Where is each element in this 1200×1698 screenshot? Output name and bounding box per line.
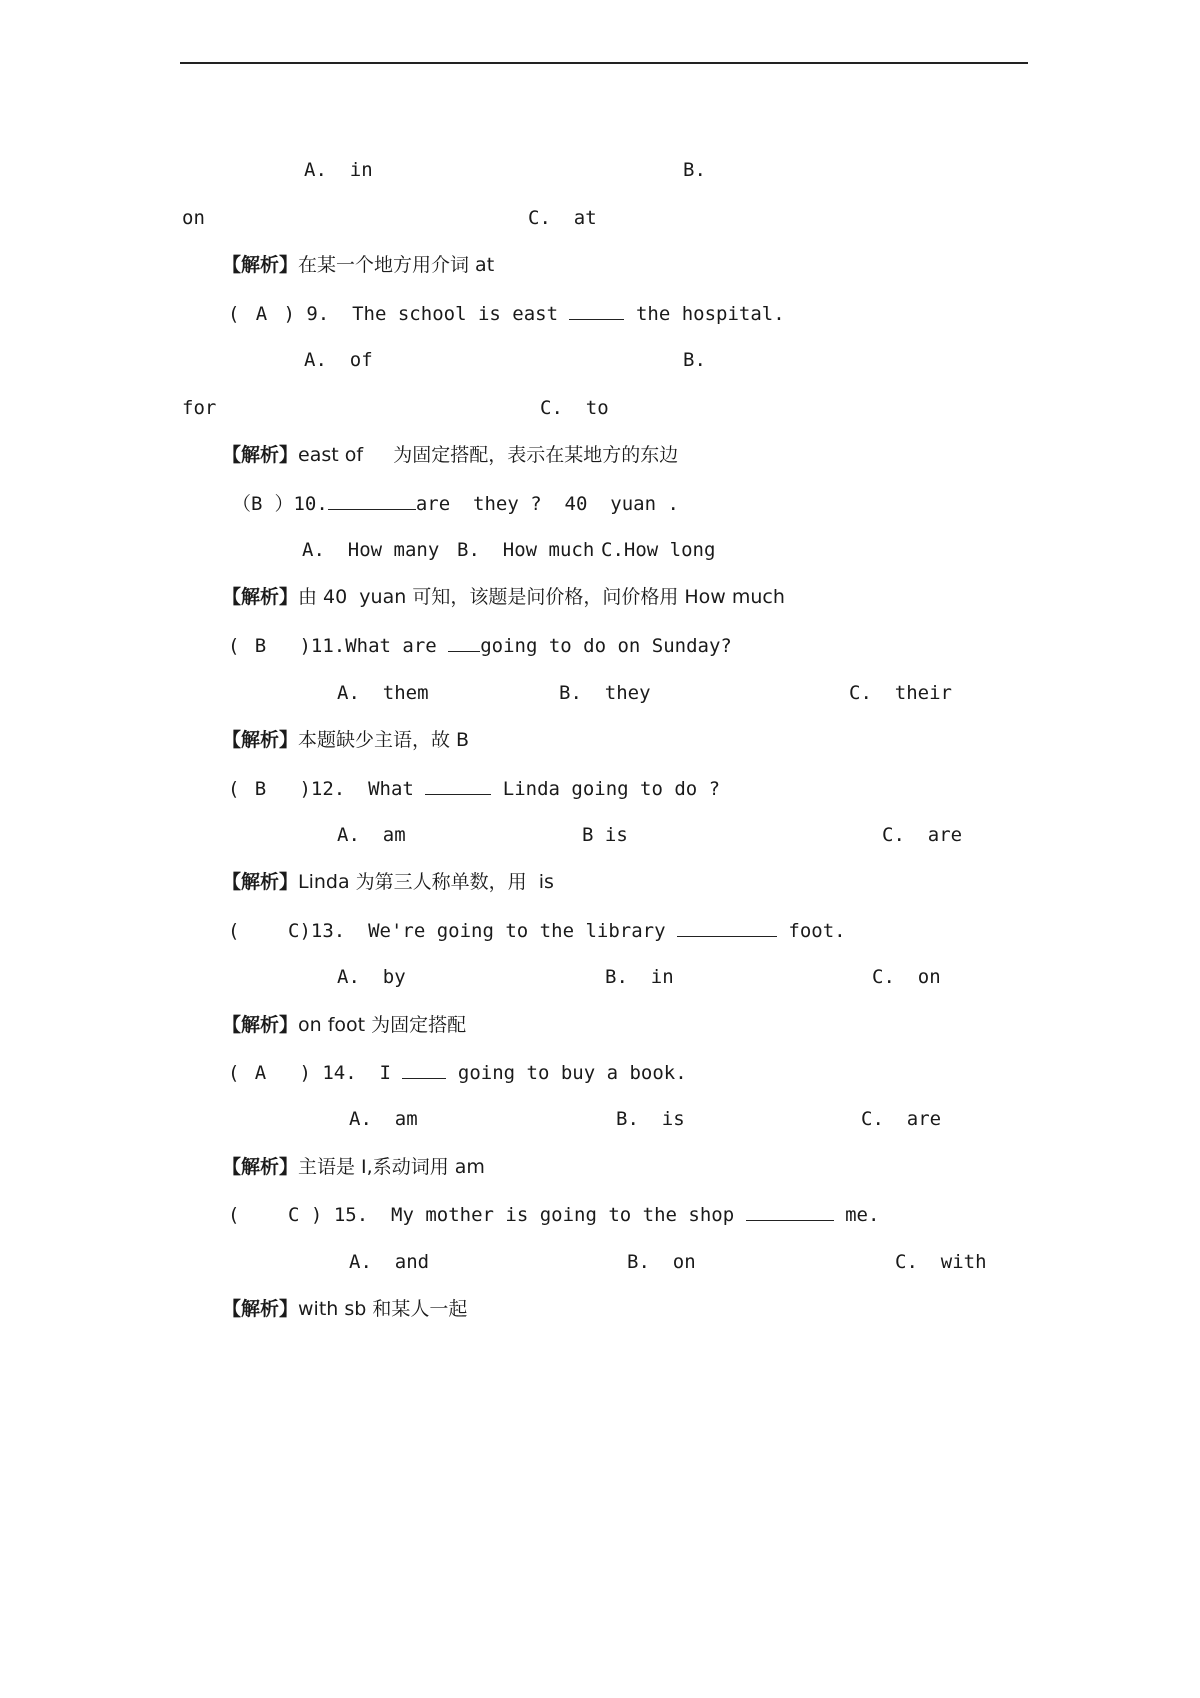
stem-text: 10. <box>293 493 328 515</box>
q14-option-a: A. am <box>349 1108 418 1130</box>
q9-option-b-text: for <box>182 397 217 419</box>
answer: B <box>251 493 263 515</box>
paren-open: ( <box>228 778 240 800</box>
q12-analysis <box>222 870 554 894</box>
stem-text-end: foot. <box>788 920 846 942</box>
stem-text-end: going to do on Sunday? <box>480 635 732 657</box>
analysis-text: Linda 为第三人称单数，用 is <box>298 871 554 893</box>
analysis-text: 主语是 I,系动词用 am <box>298 1156 485 1178</box>
answer-blank <box>677 918 777 937</box>
analysis-text: 本题缺少主语，故 B <box>298 729 470 751</box>
q11-stem <box>228 633 732 658</box>
q9-stem <box>228 301 785 326</box>
analysis-text: 由 40 yuan 可知，该题是问价格，问价格用 How much <box>298 586 785 608</box>
q15-stem <box>228 1202 879 1227</box>
analysis-label: 【解析】 <box>222 1156 299 1178</box>
q12-option-a: A. am <box>337 824 406 846</box>
q11-option-b: B. they <box>559 682 651 704</box>
stem-text: 13. We're going to the library <box>310 920 666 942</box>
q14-option-b: B. is <box>616 1108 685 1130</box>
analysis-text: 在某一个地方用介词 at <box>298 254 495 276</box>
q12-option-c: C. are <box>882 824 963 846</box>
paren-open: ( <box>228 1062 240 1084</box>
q15-option-a: A. and <box>349 1251 430 1273</box>
answer: B <box>254 778 267 800</box>
q15-analysis <box>222 1297 467 1321</box>
analysis-label: 【解析】 <box>222 1298 299 1320</box>
answer-blank <box>328 491 416 510</box>
stem-text: 15. My mother is going to the shop <box>333 1204 735 1226</box>
q9-option-b: B. <box>683 349 706 371</box>
analysis-label: 【解析】 <box>222 444 299 466</box>
stem-text-end: me. <box>845 1204 880 1226</box>
q9-analysis <box>222 443 678 467</box>
q9-option-c: C. to <box>540 397 609 419</box>
q15-option-c: C. with <box>895 1251 987 1273</box>
analysis-label: 【解析】 <box>222 1014 299 1036</box>
q13-option-b: B. in <box>605 966 674 988</box>
q13-option-a: A. by <box>337 966 406 988</box>
analysis-label: 【解析】 <box>222 871 299 893</box>
q13-option-c: C. on <box>872 966 941 988</box>
stem-text-end: are they ? 40 yuan . <box>415 493 679 515</box>
answer-blank <box>746 1202 834 1221</box>
q14-analysis <box>222 1155 485 1179</box>
stem-text-end: going to buy a book. <box>457 1062 687 1084</box>
q8-analysis <box>222 253 494 277</box>
q13-analysis <box>222 1013 466 1037</box>
paren-close: ) <box>283 303 295 325</box>
stem-text: 14. I <box>322 1062 391 1084</box>
paren-close: ） <box>274 493 294 515</box>
answer-blank <box>569 301 624 320</box>
q15-option-b: B. on <box>627 1251 696 1273</box>
paren-open: ( <box>228 635 240 657</box>
paren-close: ) <box>299 1062 311 1084</box>
q8-option-a: A. in <box>304 159 373 181</box>
analysis-text: with sb 和某人一起 <box>298 1298 468 1320</box>
paren-close: ) <box>299 920 311 942</box>
answer: C <box>288 920 300 942</box>
paren-open: ( <box>228 1204 240 1226</box>
stem-text: 9. The school is east <box>306 303 559 325</box>
answer-blank <box>448 633 480 652</box>
paren-open: ( <box>228 920 240 942</box>
analysis-text: on foot 为固定搭配 <box>298 1014 467 1036</box>
stem-text: 12. What <box>310 778 414 800</box>
q9-option-a: A. of <box>304 349 373 371</box>
answer-blank <box>402 1060 446 1079</box>
q11-option-c: C. their <box>849 682 952 704</box>
answer: A <box>254 1062 267 1084</box>
paren-close: ) <box>299 635 311 657</box>
analysis-label: 【解析】 <box>222 729 299 751</box>
q14-stem <box>228 1060 687 1085</box>
q10-analysis <box>222 585 785 609</box>
stem-text-end: the hospital. <box>635 303 785 325</box>
paren-close: ) <box>299 778 311 800</box>
q8-option-b: B. <box>683 159 706 181</box>
q10-option-a: A. How many <box>302 539 440 561</box>
answer-blank <box>425 776 491 795</box>
q11-analysis <box>222 728 469 752</box>
answer: B <box>254 635 267 657</box>
answer: C <box>288 1204 300 1226</box>
q12-option-b: B is <box>582 824 628 846</box>
q10-option-c: C.How long <box>601 539 716 561</box>
header-rule <box>180 62 1028 64</box>
stem-text-end: Linda going to do ? <box>502 778 721 800</box>
paren-close: ) <box>310 1204 323 1226</box>
paren-open: ( <box>228 303 240 325</box>
stem-text: 11.What are <box>310 635 437 657</box>
analysis-label: 【解析】 <box>222 586 299 608</box>
paren-open: （ <box>232 493 252 515</box>
q8-option-c: C. at <box>528 207 597 229</box>
q13-stem <box>228 918 846 943</box>
analysis-label: 【解析】 <box>222 254 299 276</box>
q8-option-b-text: on <box>182 207 205 229</box>
analysis-text: east of 为固定搭配，表示在某地方的东边 <box>298 444 679 466</box>
q14-option-c: C. are <box>861 1108 942 1130</box>
q10-stem <box>232 491 679 516</box>
answer: A <box>255 303 268 325</box>
q10-option-b: B. How much <box>457 539 595 561</box>
q11-option-a: A. them <box>337 682 429 704</box>
q12-stem <box>228 776 720 801</box>
